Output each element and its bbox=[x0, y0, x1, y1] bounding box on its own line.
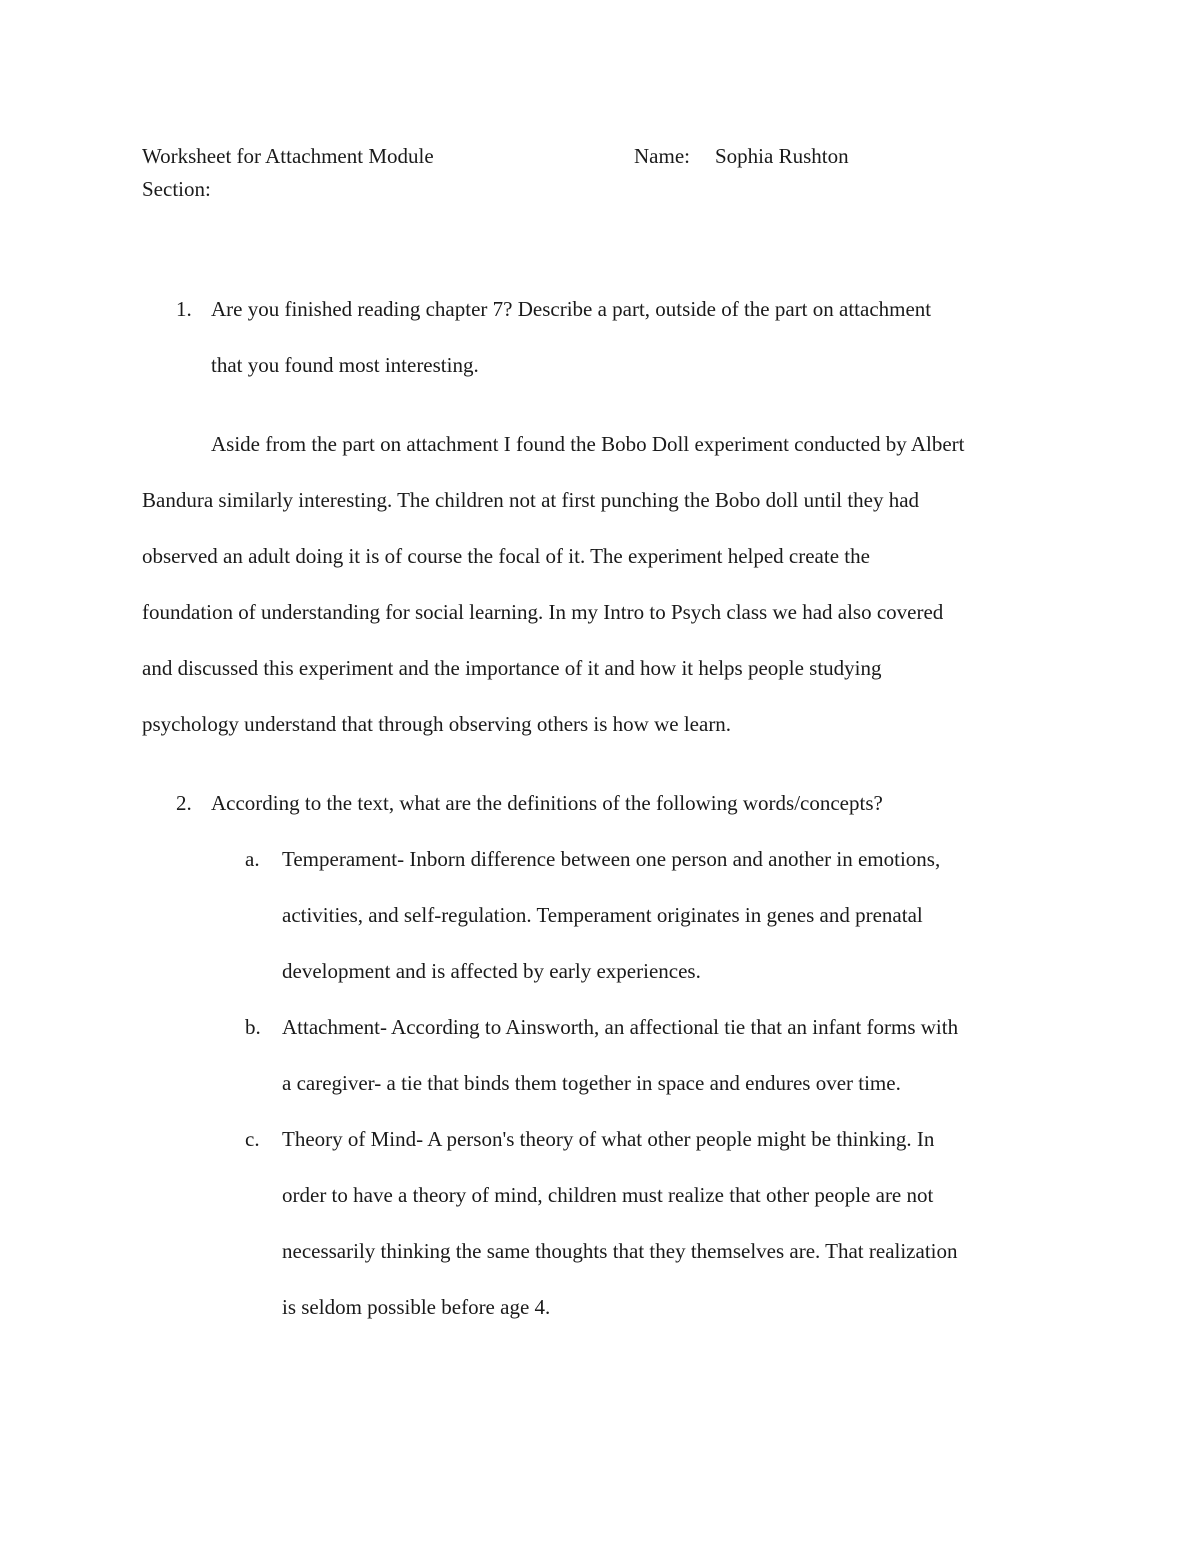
item-letter: a. bbox=[245, 847, 260, 871]
worksheet-title: Worksheet for Attachment Module bbox=[142, 144, 434, 168]
answer-line: observed an adult doing it is of course the focal of it. The experiment helped create the bbox=[142, 544, 870, 568]
question-text-line: Are you finished reading chapter 7? Describe a part, outside of the part on attachment bbox=[211, 297, 932, 321]
item-letter: c. bbox=[245, 1127, 260, 1151]
answer-line: psychology understand that through observing others is how we learn. bbox=[142, 712, 732, 736]
question-text: According to the text, what are the definitions of the following words/concepts? bbox=[211, 791, 883, 815]
question-text-line: that you found most interesting. bbox=[211, 353, 479, 377]
item-letter: b. bbox=[245, 1015, 261, 1039]
definition-line: order to have a theory of mind, children must realize that other people are not bbox=[282, 1183, 934, 1207]
name-label: Name: bbox=[634, 144, 690, 168]
section-label: Section: bbox=[142, 177, 211, 201]
definition-line: development and is affected by early experiences. bbox=[282, 959, 701, 983]
definition-line: Temperament- Inborn difference between one person and another in emotions, bbox=[282, 847, 941, 871]
definition-line: activities, and self-regulation. Temperament originates in genes and prenatal bbox=[282, 903, 923, 927]
definition-line: Attachment- According to Ainsworth, an affectional tie that an infant forms with bbox=[282, 1015, 959, 1039]
definition-line: a caregiver- a tie that binds them together in space and endures over time. bbox=[282, 1071, 901, 1095]
answer-line: Bandura similarly interesting. The children not at first punching the Bobo doll until they had bbox=[142, 488, 920, 512]
definition-line: Theory of Mind- A person's theory of what other people might be thinking. In bbox=[282, 1127, 935, 1151]
answer-line: foundation of understanding for social learning. In my Intro to Psych class we had also covered bbox=[142, 600, 944, 624]
definition-line: is seldom possible before age 4. bbox=[282, 1295, 551, 1319]
answer-line: and discussed this experiment and the importance of it and how it helps people studying bbox=[142, 656, 882, 680]
definition-line: necessarily thinking the same thoughts that they themselves are. That realization bbox=[282, 1239, 958, 1263]
student-name: Sophia Rushton bbox=[715, 144, 849, 168]
question-number: 1. bbox=[176, 297, 192, 321]
question-number: 2. bbox=[176, 791, 192, 815]
answer-line: Aside from the part on attachment I found the Bobo Doll experiment conducted by Albert bbox=[211, 432, 965, 456]
